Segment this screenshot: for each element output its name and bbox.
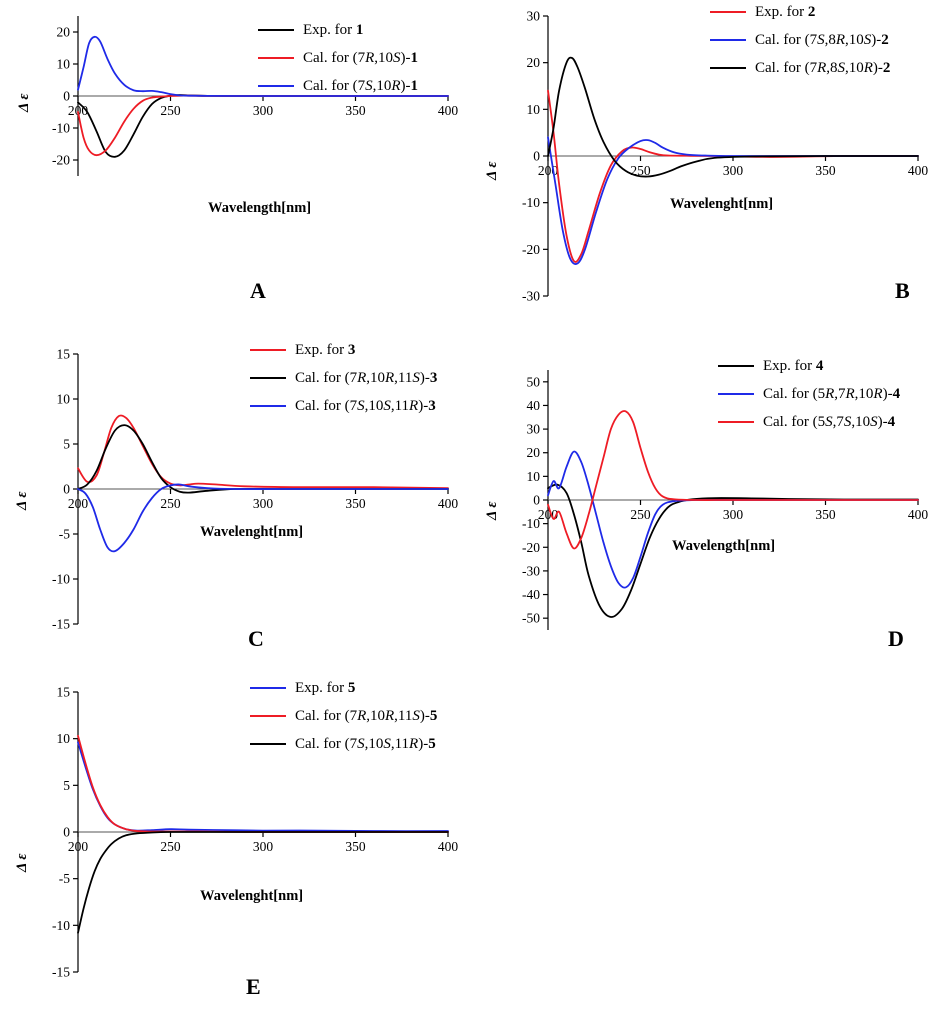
legend-item [710, 56, 890, 80]
svg-text:20: 20 [526, 55, 540, 71]
legend-line-icon [710, 11, 746, 13]
legend-label: Cal. for (7S,10S,11R)-5 [295, 736, 436, 752]
svg-text:-5: -5 [58, 871, 70, 887]
svg-text:5: 5 [63, 777, 70, 793]
svg-text:0: 0 [533, 148, 540, 164]
svg-text:15: 15 [56, 346, 70, 362]
svg-text:200: 200 [537, 507, 559, 522]
panel-c-ylabel: Δ ε [14, 491, 30, 510]
panel-a-letter: A [250, 278, 266, 303]
svg-text:10: 10 [526, 468, 540, 484]
legend-label: Exp. for 1 [303, 22, 364, 38]
svg-text:0: 0 [63, 824, 70, 840]
legend-line-icon [250, 377, 286, 379]
legend-item [718, 382, 900, 406]
svg-text:-10: -10 [52, 571, 70, 587]
panel-a-legend [258, 18, 418, 102]
svg-text:400: 400 [437, 496, 458, 511]
legend-line-icon [710, 67, 746, 69]
panel-d-ylabel: Δ ε [484, 501, 500, 520]
panel-e [0, 676, 470, 1016]
panel-d-xlabel: Wavelength[nm] [672, 538, 776, 554]
legend-line-icon [718, 421, 754, 423]
svg-text:-20: -20 [522, 241, 540, 257]
svg-text:-30: -30 [522, 563, 540, 579]
svg-text:-50: -50 [522, 610, 540, 626]
svg-text:300: 300 [722, 507, 744, 522]
svg-text:350: 350 [345, 103, 366, 118]
legend-item [250, 732, 437, 756]
svg-text:400: 400 [437, 839, 458, 854]
svg-text:10: 10 [56, 731, 70, 747]
panel-a-ylabel: Δ ε [16, 93, 32, 112]
panel-c-xlabel: Wavelenght[nm] [200, 524, 304, 540]
legend-label: Cal. for (7S,10S,11R)-3 [295, 398, 436, 414]
svg-text:250: 250 [630, 507, 651, 522]
legend-line-icon [718, 365, 754, 367]
legend-item [710, 28, 890, 52]
legend-line-icon [250, 743, 286, 745]
svg-text:300: 300 [252, 103, 274, 118]
panel-d-legend [718, 354, 900, 438]
legend-item [250, 338, 437, 362]
legend-label: Exp. for 3 [295, 342, 356, 358]
svg-text:200: 200 [67, 839, 89, 854]
panel-e-letter: E [246, 974, 261, 999]
legend-line-icon [250, 715, 286, 717]
legend-label: Exp. for 2 [755, 4, 816, 20]
legend-item [258, 74, 418, 98]
panel-b-legend [710, 0, 890, 84]
svg-text:10: 10 [56, 56, 70, 72]
panel-a [0, 0, 470, 330]
svg-text:350: 350 [345, 496, 366, 511]
svg-text:5: 5 [63, 436, 70, 452]
svg-text:250: 250 [160, 103, 181, 118]
svg-text:250: 250 [160, 839, 181, 854]
panel-c [0, 338, 470, 668]
svg-text:30: 30 [526, 421, 540, 437]
svg-text:400: 400 [907, 163, 928, 178]
legend-line-icon [718, 393, 754, 395]
svg-text:400: 400 [907, 507, 928, 522]
svg-text:200: 200 [537, 163, 559, 178]
legend-item [250, 366, 437, 390]
legend-label: Cal. for (7R,8S,10R)-2 [755, 60, 891, 76]
svg-text:-20: -20 [522, 539, 540, 555]
panel-c-letter: C [248, 626, 264, 651]
svg-text:300: 300 [722, 163, 744, 178]
legend-line-icon [710, 39, 746, 41]
svg-text:0: 0 [63, 88, 70, 104]
svg-text:-10: -10 [522, 195, 540, 211]
panel-e-ylabel: Δ ε [14, 853, 30, 872]
legend-label: Exp. for 4 [763, 358, 824, 374]
svg-text:0: 0 [63, 481, 70, 497]
legend-label: Cal. for (7R,10R,11S)-5 [295, 708, 438, 724]
svg-text:20: 20 [56, 24, 70, 40]
legend-label: Cal. for (7R,10R,11S)-3 [295, 370, 438, 386]
svg-text:10: 10 [526, 101, 540, 117]
svg-text:-15: -15 [52, 616, 70, 632]
legend-item [718, 354, 900, 378]
panel-d [470, 338, 940, 668]
legend-line-icon [250, 687, 286, 689]
legend-label: Cal. for (7S,8R,10S)-2 [755, 32, 889, 48]
svg-text:-10: -10 [522, 516, 540, 532]
legend-line-icon [258, 29, 294, 31]
panel-b-xlabel: Wavelenght[nm] [670, 196, 774, 212]
svg-text:-15: -15 [52, 964, 70, 980]
svg-text:20: 20 [526, 445, 540, 461]
svg-text:-20: -20 [52, 152, 70, 168]
panel-a-xlabel: Wavelength[nm] [208, 200, 312, 216]
svg-text:-40: -40 [522, 587, 540, 603]
svg-text:50: 50 [526, 374, 540, 390]
panel-b [470, 0, 940, 330]
svg-text:10: 10 [56, 391, 70, 407]
legend-item [710, 0, 890, 24]
svg-text:350: 350 [815, 163, 836, 178]
legend-line-icon [258, 85, 294, 87]
svg-text:0: 0 [533, 492, 540, 508]
legend-item [258, 18, 418, 42]
panel-d-letter: D [888, 626, 904, 651]
svg-text:300: 300 [252, 496, 274, 511]
svg-text:40: 40 [526, 397, 540, 413]
legend-line-icon [258, 57, 294, 59]
svg-text:300: 300 [252, 839, 274, 854]
legend-label: Cal. for (5S,7S,10S)-4 [763, 414, 896, 430]
legend-label: Cal. for (7S,10R)-1 [303, 78, 418, 94]
legend-item [250, 394, 437, 418]
svg-text:-10: -10 [52, 917, 70, 933]
svg-text:350: 350 [345, 839, 366, 854]
legend-item [258, 46, 418, 70]
legend-item [250, 704, 437, 728]
legend-item [718, 410, 900, 434]
panel-e-xlabel: Wavelenght[nm] [200, 888, 304, 904]
legend-line-icon [250, 405, 286, 407]
legend-label: Exp. for 5 [295, 680, 356, 696]
panel-e-legend [250, 676, 437, 760]
panel-c-legend [250, 338, 437, 422]
svg-text:15: 15 [56, 684, 70, 700]
panel-b-letter: B [895, 278, 910, 303]
svg-text:-10: -10 [52, 120, 70, 136]
svg-text:200: 200 [67, 103, 89, 118]
svg-text:30: 30 [526, 8, 540, 24]
legend-line-icon [250, 349, 286, 351]
panel-b-ylabel: Δ ε [484, 161, 500, 180]
svg-text:200: 200 [67, 496, 89, 511]
svg-text:-30: -30 [522, 288, 540, 304]
svg-text:-5: -5 [58, 526, 70, 542]
legend-label: Cal. for (5R,7R,10R)-4 [763, 386, 901, 402]
svg-text:250: 250 [630, 163, 651, 178]
svg-text:350: 350 [815, 507, 836, 522]
legend-item [250, 676, 437, 700]
svg-text:250: 250 [160, 496, 181, 511]
legend-label: Cal. for (7R,10S)-1 [303, 50, 418, 66]
svg-text:400: 400 [437, 103, 458, 118]
